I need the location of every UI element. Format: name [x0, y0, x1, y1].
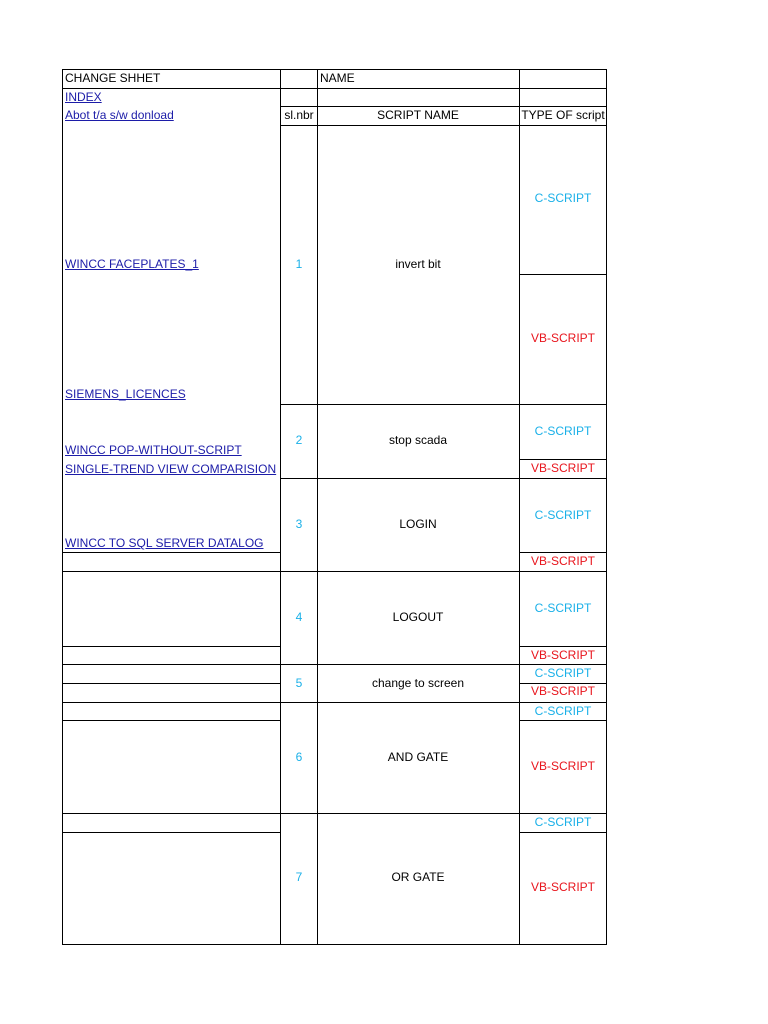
row-number: 5 [295, 676, 303, 690]
row-number: 3 [295, 517, 303, 531]
row-number: 2 [295, 433, 303, 447]
grid-line [62, 646, 281, 647]
grid-line [519, 552, 607, 553]
grid-line [62, 702, 281, 703]
script-name: invert bit [395, 257, 441, 271]
grid-line [280, 478, 607, 479]
vb-script-link[interactable]: VB-SCRIPT [530, 331, 596, 345]
grid-line [62, 664, 281, 665]
link-siemens-licences[interactable]: SIEMENS_LICENCES [65, 387, 186, 401]
link-wincc-sql-datalog[interactable]: WINCC TO SQL SERVER DATALOG [65, 536, 264, 550]
link-wincc-faceplates[interactable]: WINCC FACEPLATES_1 [65, 257, 199, 271]
link-index[interactable]: INDEX [65, 90, 102, 104]
type-of-script-header: TYPE OF script [521, 108, 605, 122]
c-script-link[interactable]: C-SCRIPT [534, 424, 592, 438]
grid-line [62, 69, 607, 70]
link-abot-software-download[interactable]: Abot t/a s/w donload [65, 108, 174, 122]
c-script-link[interactable]: C-SCRIPT [534, 601, 592, 615]
grid-line [62, 683, 281, 684]
script-name: LOGIN [399, 517, 437, 531]
grid-line [280, 571, 607, 572]
grid-line [519, 720, 607, 721]
grid-line [280, 404, 607, 405]
grid-line [62, 813, 281, 814]
grid-line [62, 832, 281, 833]
row-number: 1 [295, 257, 303, 271]
grid-line [280, 702, 607, 703]
vb-script-link[interactable]: VB-SCRIPT [530, 684, 596, 698]
grid-line [519, 274, 607, 275]
grid-line [62, 552, 281, 553]
grid-line [280, 813, 607, 814]
name-label: NAME [320, 71, 355, 85]
vb-script-link[interactable]: VB-SCRIPT [530, 554, 596, 568]
script-name: AND GATE [387, 750, 449, 764]
row-number: 6 [295, 750, 303, 764]
row-number: 4 [295, 610, 303, 624]
link-wincc-pop-without-script[interactable]: WINCC POP-WITHOUT-SCRIPT [65, 443, 242, 457]
vb-script-link[interactable]: VB-SCRIPT [530, 759, 596, 773]
c-script-link[interactable]: C-SCRIPT [534, 815, 592, 829]
vb-script-link[interactable]: VB-SCRIPT [530, 880, 596, 894]
grid-line [519, 459, 607, 460]
script-name: stop scada [388, 433, 448, 447]
script-name: LOGOUT [392, 610, 444, 624]
row-number: 7 [295, 870, 303, 884]
sl-nbr-header: sl.nbr [284, 108, 314, 122]
change-sheet-label: CHANGE SHHET [65, 71, 161, 85]
grid-line [62, 571, 281, 572]
grid-line [519, 832, 607, 833]
vb-script-link[interactable]: VB-SCRIPT [530, 648, 596, 662]
grid-line [62, 944, 607, 945]
grid-line [280, 664, 607, 665]
grid-line [62, 720, 281, 721]
c-script-link[interactable]: C-SCRIPT [534, 666, 592, 680]
link-single-trend-view[interactable]: SINGLE-TREND VIEW COMPARISION [65, 462, 277, 476]
grid-line [62, 88, 607, 89]
c-script-link[interactable]: C-SCRIPT [534, 191, 592, 205]
script-name: change to screen [371, 676, 465, 690]
grid-line [280, 125, 607, 126]
script-name-header: SCRIPT NAME [377, 108, 459, 122]
vb-script-link[interactable]: VB-SCRIPT [530, 461, 596, 475]
grid-line [280, 106, 607, 107]
grid-line [519, 646, 607, 647]
script-name: OR GATE [391, 870, 445, 884]
c-script-link[interactable]: C-SCRIPT [534, 508, 592, 522]
c-script-link[interactable]: C-SCRIPT [534, 704, 592, 718]
